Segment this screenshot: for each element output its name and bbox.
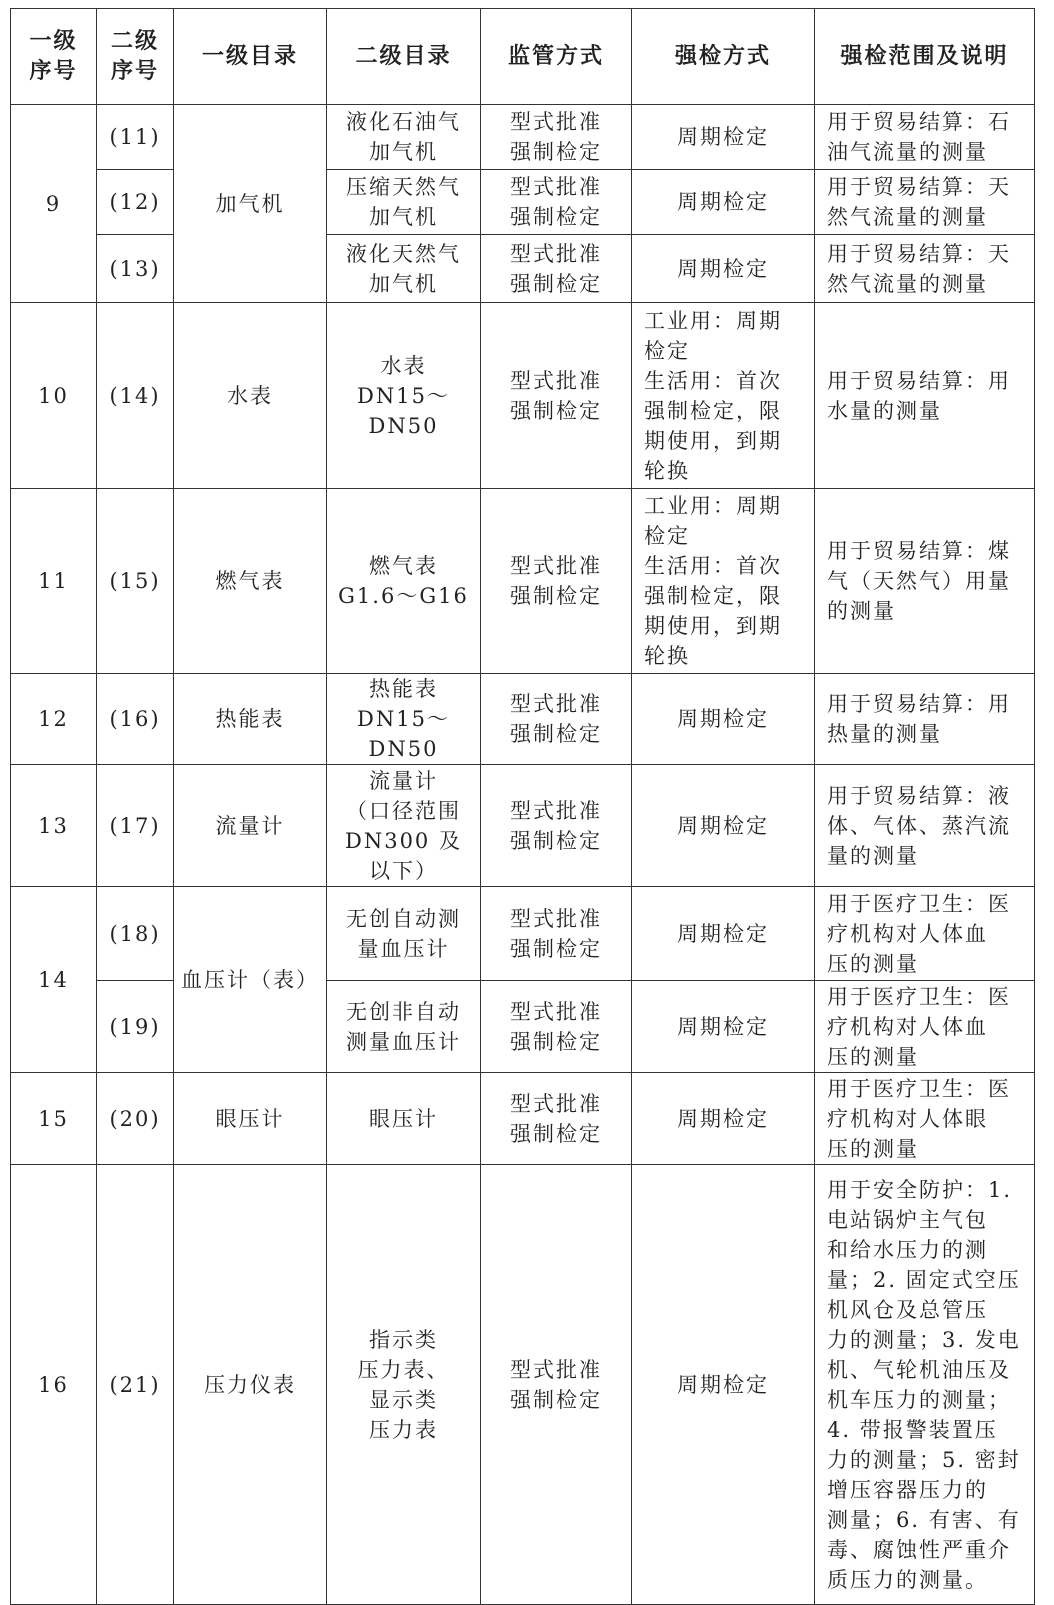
level2-catalog: 眼压计: [327, 1073, 481, 1165]
level2-no: (12): [97, 170, 174, 235]
inspection-mode: 周期检定: [632, 765, 815, 887]
level2-no: (21): [97, 1165, 174, 1605]
supervision-mode: 型式批准 强制检定: [481, 765, 632, 887]
level1-catalog: 燃气表: [174, 489, 327, 674]
level1-no: 10: [11, 303, 97, 489]
metrology-catalog-table: [10, 8, 1035, 1605]
level2-catalog: 流量计 （口径范围 DN300 及 以下）: [327, 765, 481, 887]
level2-catalog: 热能表 DN15～DN50: [327, 674, 481, 765]
scope-description: 用于贸易结算：用 水量的测量: [815, 303, 1035, 489]
level1-catalog: 热能表: [174, 674, 327, 765]
scope-description: 用于贸易结算：天 然气流量的测量: [815, 235, 1035, 303]
level2-no: (16): [97, 674, 174, 765]
level2-catalog: 无创自动测 量血压计: [327, 887, 481, 981]
scope-description: 用于贸易结算：液 体、气体、蒸汽流 量的测量: [815, 765, 1035, 887]
level1-catalog: 加气机: [174, 105, 327, 303]
inspection-mode: 周期检定: [632, 674, 815, 765]
header-scope-description: 强检范围及说明: [815, 9, 1035, 105]
supervision-mode: 型式批准 强制检定: [481, 170, 632, 235]
scope-description: 用于医疗卫生：医 疗机构对人体血 压的测量: [815, 981, 1035, 1073]
header-level2-catalog: 二级目录: [327, 9, 481, 105]
level1-no: 9: [11, 105, 97, 303]
scope-description: 用于贸易结算：煤 气（天然气）用量 的测量: [815, 489, 1035, 674]
inspection-mode: 周期检定: [632, 1073, 815, 1165]
level1-no: 12: [11, 674, 97, 765]
table-header-row: [11, 9, 1035, 105]
level2-no: (14): [97, 303, 174, 489]
level2-no: (18): [97, 887, 174, 981]
supervision-mode: 型式批准 强制检定: [481, 981, 632, 1073]
supervision-mode: 型式批准 强制检定: [481, 674, 632, 765]
level1-no: 14: [11, 887, 97, 1073]
scope-description: 用于贸易结算：天 然气流量的测量: [815, 170, 1035, 235]
supervision-mode: 型式批准 强制检定: [481, 489, 632, 674]
table-row: [11, 170, 1035, 235]
level1-catalog: 血压计（表）: [174, 887, 327, 1073]
level2-no: (17): [97, 765, 174, 887]
scope-description: 用于医疗卫生：医 疗机构对人体血 压的测量: [815, 887, 1035, 981]
inspection-mode: 周期检定: [632, 1165, 815, 1605]
level2-no: (20): [97, 1073, 174, 1165]
table-row: [11, 105, 1035, 170]
header-level1-no: 一级 序号: [11, 9, 97, 105]
level2-catalog: 压缩天然气 加气机: [327, 170, 481, 235]
level2-no: (15): [97, 489, 174, 674]
scope-description: 用于医疗卫生：医 疗机构对人体眼 压的测量: [815, 1073, 1035, 1165]
supervision-mode: 型式批准 强制检定: [481, 1165, 632, 1605]
table-row: [11, 303, 1035, 489]
supervision-mode: 型式批准 强制检定: [481, 303, 632, 489]
table-row: [11, 674, 1035, 765]
table-row: [11, 887, 1035, 981]
supervision-mode: 型式批准 强制检定: [481, 1073, 632, 1165]
level2-no: (19): [97, 981, 174, 1073]
level2-catalog: 液化石油气 加气机: [327, 105, 481, 170]
level2-no: (13): [97, 235, 174, 303]
table-row: [11, 489, 1035, 674]
level1-no: 11: [11, 489, 97, 674]
scope-description: 用于贸易结算：石 油气流量的测量: [815, 105, 1035, 170]
level1-catalog: 压力仪表: [174, 1165, 327, 1605]
table-row: [11, 1165, 1035, 1605]
inspection-mode: 周期检定: [632, 170, 815, 235]
supervision-mode: 型式批准 强制检定: [481, 887, 632, 981]
inspection-mode: 工业用：周期 检定 生活用：首次 强制检定，限 期使用，到期 轮换: [632, 489, 815, 674]
inspection-mode: 工业用：周期 检定 生活用：首次 强制检定，限 期使用，到期 轮换: [632, 303, 815, 489]
table-row: [11, 981, 1035, 1073]
level2-no: (11): [97, 105, 174, 170]
level2-catalog: 水表 DN15～DN50: [327, 303, 481, 489]
level2-catalog: 燃气表 G1.6～G16: [327, 489, 481, 674]
header-inspection-mode: 强检方式: [632, 9, 815, 105]
table-row: [11, 235, 1035, 303]
inspection-mode: 周期检定: [632, 105, 815, 170]
header-level1-catalog: 一级目录: [174, 9, 327, 105]
table-row: [11, 765, 1035, 887]
level1-catalog: 流量计: [174, 765, 327, 887]
header-supervision-mode: 监管方式: [481, 9, 632, 105]
level1-no: 16: [11, 1165, 97, 1605]
inspection-mode: 周期检定: [632, 887, 815, 981]
level1-catalog: 眼压计: [174, 1073, 327, 1165]
level1-no: 13: [11, 765, 97, 887]
level1-no: 15: [11, 1073, 97, 1165]
level2-catalog: 无创非自动 测量血压计: [327, 981, 481, 1073]
level2-catalog: 指示类 压力表、 显示类 压力表: [327, 1165, 481, 1605]
supervision-mode: 型式批准 强制检定: [481, 105, 632, 170]
level1-catalog: 水表: [174, 303, 327, 489]
scope-description: 用于贸易结算：用 热量的测量: [815, 674, 1035, 765]
header-level2-no: 二级 序号: [97, 9, 174, 105]
inspection-mode: 周期检定: [632, 981, 815, 1073]
level2-catalog: 液化天然气 加气机: [327, 235, 481, 303]
table-row: [11, 1073, 1035, 1165]
supervision-mode: 型式批准 强制检定: [481, 235, 632, 303]
scope-description: 用于安全防护：1. 电站锅炉主气包 和给水压力的测 量；2. 固定式空压 机风仓及总管压 力的测量；3. 发电 机、气轮机油压及 机车压力的测量； 4. 带报警装置压 力的测量；5. 密封 增压容器压力的 测量；6. 有害、有 毒、腐蚀性严重介 质压力的测量。: [815, 1165, 1035, 1605]
inspection-mode: 周期检定: [632, 235, 815, 303]
